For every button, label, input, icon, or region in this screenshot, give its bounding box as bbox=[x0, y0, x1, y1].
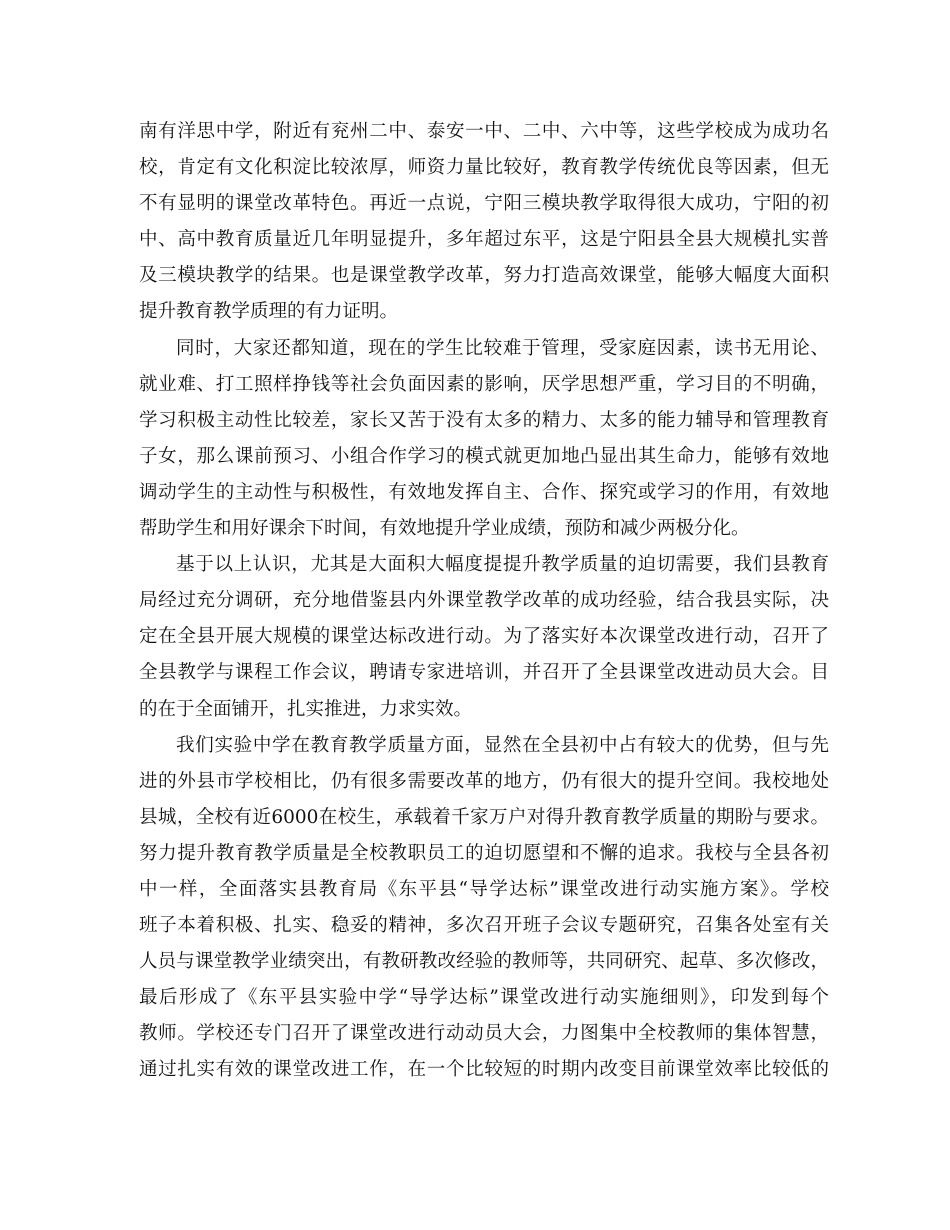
text-line: 定在全县开展大规模的课堂达标改进行动。为了落实好本次课堂改进行动，召开了 bbox=[139, 626, 829, 648]
text-line: 县城，全校有近6000在校生，承载着千家万户对得升教育教学质量的期盼与要求。 bbox=[139, 806, 829, 828]
text-line: 学习积极主动性比较差，家长又苦于没有太多的精力、太多的能力辅导和管理教育 bbox=[139, 409, 829, 431]
text-line: 提升教育教学质理的有力证明。 bbox=[139, 301, 399, 323]
text-line: 全县教学与课程工作会议，聘请专家进培训，并召开了全县课堂改进动员大会。目 bbox=[139, 662, 829, 684]
body-text bbox=[139, 114, 829, 1089]
text-line: 调动学生的主动性与积极性，有效地发挥自主、合作、探究或学习的作用，有效地 bbox=[139, 481, 829, 503]
text-line: 班子本着积极、扎实、稳妥的精神，多次召开班子会议专题研究，召集各处室有关 bbox=[139, 915, 829, 937]
text-line: 校，肯定有文化积淀比较浓厚，师资力量比较好，教育教学传统优良等因素，但无 bbox=[139, 157, 829, 179]
text-line: 子女，那么课前预习、小组合作学习的模式就更加地凸显出其生命力，能够有效地 bbox=[139, 445, 829, 467]
text-line: 及三模块教学的结果。也是课堂教学改革，努力打造高效课堂，能够大幅度大面积 bbox=[139, 265, 829, 287]
text-line: 进的外县市学校相比，仍有很多需要改革的地方，仍有很大的提升空间。我校地处 bbox=[139, 770, 829, 792]
paragraph-first-line: 基于以上认识，尤其是大面积大幅度提提升教学质量的迫切需要，我们县教育 bbox=[176, 554, 829, 576]
text-line: 最后形成了《东平县实验中学“导学达标”课堂改进行动实施细则》，印发到每个 bbox=[139, 987, 829, 1009]
text-line: 局经过充分调研，充分地借鉴县内外课堂教学改革的成功经验，结合我县实际，决 bbox=[139, 590, 829, 612]
paragraph-first-line: 同时，大家还都知道，现在的学生比较难于管理，受家庭因素，读书无用论、 bbox=[176, 337, 829, 359]
text-line: 教师。学校还专门召开了课堂改进行动动员大会，力图集中全校教师的集体智慧， bbox=[139, 1023, 829, 1045]
text-line: 中一样，全面落实县教育局《东平县“导学达标”课堂改进行动实施方案》。学校 bbox=[139, 878, 829, 900]
text-line: 帮助学生和用好课余下时间，有效地提升学业成绩，预防和减少两极分化。 bbox=[139, 518, 750, 540]
text-line: 南有洋思中学，附近有兖州二中、泰安一中、二中、六中等，这些学校成为成功名 bbox=[139, 121, 829, 142]
text-line: 努力提升教育教学质量是全校教职员工的迫切愿望和不懈的追求。我校与全县各初 bbox=[139, 842, 829, 864]
text-line: 不有显明的课堂改革特色。再近一点说，宁阳三模块教学取得很大成功，宁阳的初 bbox=[139, 193, 829, 215]
text-line: 人员与课堂教学业绩突出，有教研教改经验的教师等，共同研究、起草、多次修改， bbox=[139, 951, 829, 973]
paragraph-first-line: 我们实验中学在教育教学质量方面，显然在全县初中占有较大的优势，但与先 bbox=[176, 734, 829, 756]
text-line: 通过扎实有效的课堂改进工作，在一个比较短的时期内改变目前课堂效率比较低的 bbox=[139, 1059, 829, 1081]
text-line: 中、高中教育质量近几年明显提升，多年超过东平，这是宁阳县全县大规模扎实普 bbox=[139, 229, 829, 251]
text-line: 就业难、打工照样挣钱等社会负面因素的影响，厌学思想严重，学习目的不明确， bbox=[139, 373, 829, 395]
text-line: 的在于全面铺开，扎实推进，力求实效。 bbox=[139, 698, 473, 720]
